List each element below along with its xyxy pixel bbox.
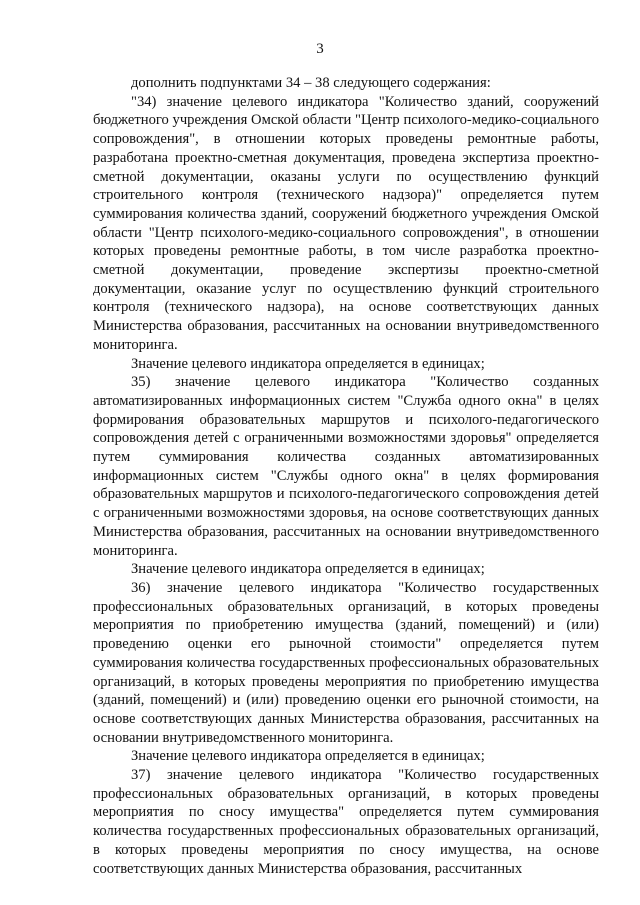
paragraph: 36) значение целевого индикатора "Количество государственных профессиональных образовательных организаций, в которых проведены мероприятия по приобретению имущества (зданий, помещений) и (или) проведению оценки его рыночной стоимости" определяется путем суммирования количества государственных профессиональных образовательных организаций, в которых проведены мероприятия по приобретению имущества (зданий, помещений) и (или) проведению оценки его рыночной стоимости, на основе соответствующих данных Министерства образования, рассчитанных на основании внутриведомственного мониторинга. [93,579,599,746]
paragraph: 37) значение целевого индикатора "Количество государственных профессиональных образовательных организаций, в которых проведены мероприятия по сносу имущества" определяется путем суммирования количества государственных профессиональных образовательных организаций, в которых проведены мероприятия по сносу имущества, на основе соответствующих данных Министерства образования, рассчитанных [93,767,599,877]
paragraph: 35) значение целевого индикатора "Количество созданных автоматизированных информационных систем "Служба одного окна" в целях формирования образовательных маршрутов и психолого-педагогического сопровождения детей с ограниченными возможностями здоровья" определяется путем суммирования количества созданных автоматизированных информационных систем "Службы одного окна" в целях формирования образовательных маршрутов и психолого-педагогического сопровождения детей с ограниченными возможностями здоровья, на основе соответствующих данных Министерства образования, рассчитанных на основании внутриведомственного мониторинга. [93,374,599,559]
paragraph: Значение целевого индикатора определяется в единицах; [131,355,485,372]
paragraph: Значение целевого индикатора определяется в единицах; [131,748,485,765]
paragraph: "34) значение целевого индикатора "Количество зданий, сооружений бюджетного учреждения Омской области "Центр психолого-медико-социального сопровождения", в отношении которых проведены ремонтные работы, разработана проектно-сметная документация, проведена экспертиза проектно-сметной документации, оказаны услуги по осуществлению функций строительного контроля (технического надзора)" определяется путем суммирования количества зданий, сооружений бюджетного учреждения Омской области "Центр психолого-медико-социального сопровождения", в отношении которых проведены ремонтные работы, в том числе разработка проектно-сметной документации, проведение экспертизы проектно-сметной документации, оказание услуг по осуществлению функций строительного контроля (технического надзора), на основе соответствующих данных Министерства образования, рассчитанных на основании внутриведомственного мониторинга. [93,93,599,353]
paragraph: дополнить подпунктами 34 – 38 следующего содержания: [131,75,491,91]
page-number: 3 [316,41,324,57]
paragraph: Значение целевого индикатора определяется в единицах; [131,561,485,578]
document-body [93,74,599,878]
